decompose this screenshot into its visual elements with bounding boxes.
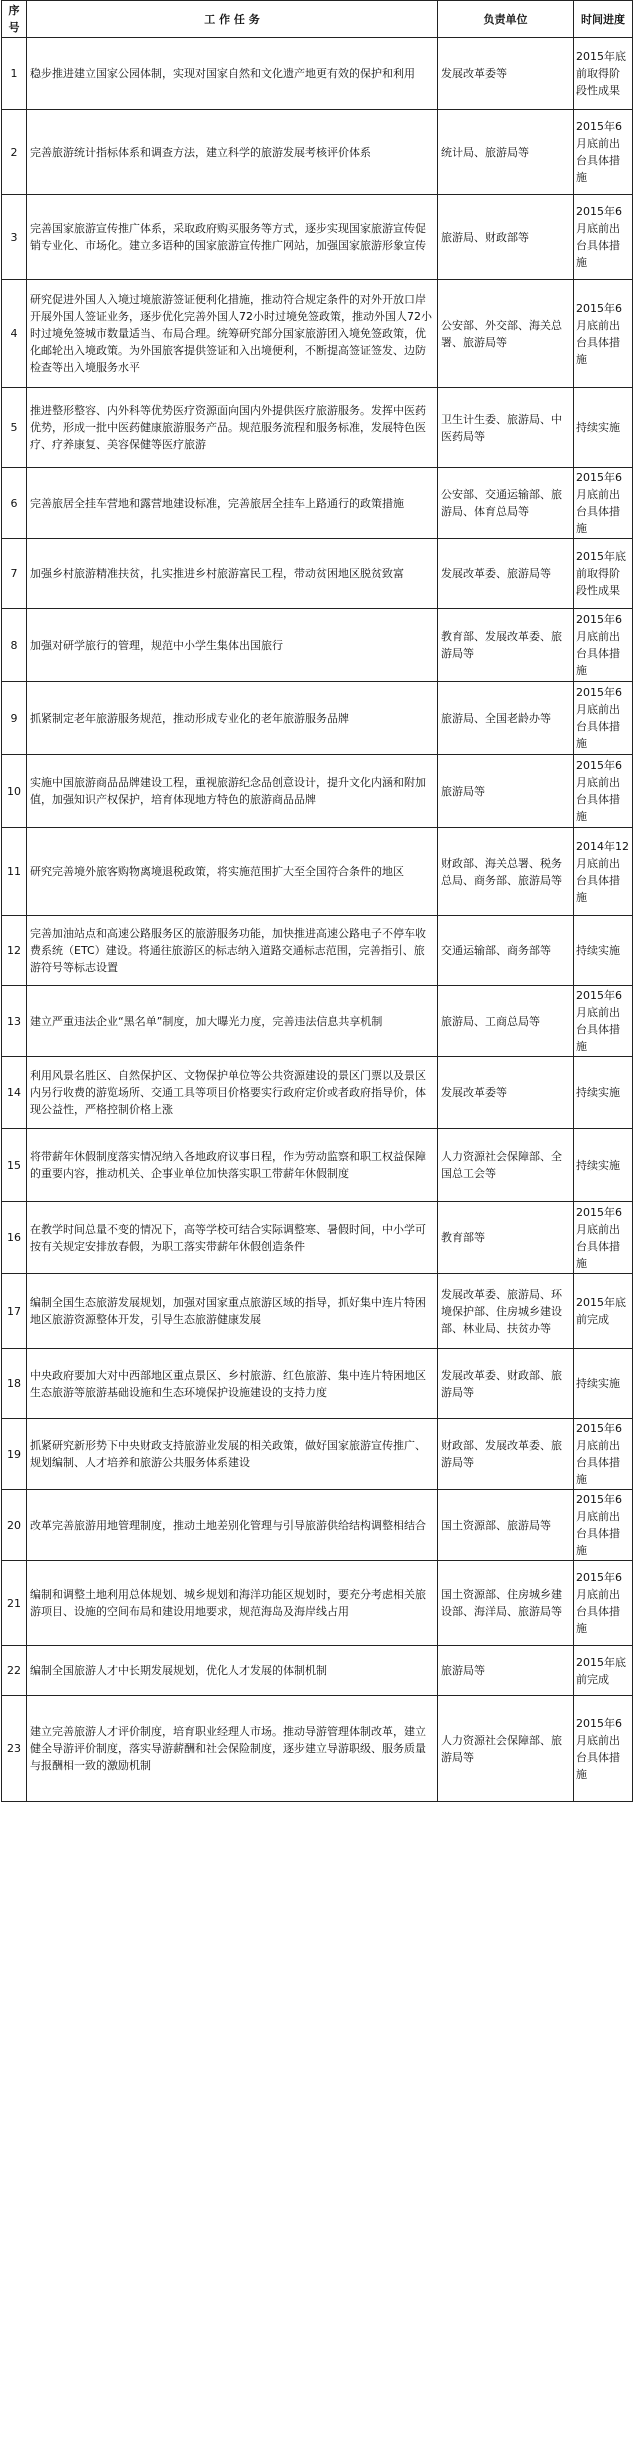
- table-row: [2, 539, 633, 609]
- row-task: 建立严重违法企业“黑名单”制度，加大曝光力度，完善违法信息共享机制: [27, 986, 438, 1057]
- table-row: [2, 1274, 633, 1349]
- row-unit: 发展改革委等: [438, 1057, 574, 1129]
- row-progress: 2015年6月底前出台具体措施: [574, 682, 633, 755]
- table-row: [2, 110, 633, 195]
- row-number: 11: [2, 828, 27, 916]
- row-number: 3: [2, 195, 27, 280]
- row-task: 完善旅游统计指标体系和调查方法，建立科学的旅游发展考核评价体系: [27, 110, 438, 195]
- row-task: 利用风景名胜区、自然保护区、文物保护单位等公共资源建设的景区门票以及景区内另行收费的游览场所、交通工具等项目价格要实行政府定价或者政府指导价，体现公益性，严格控制价格上涨: [27, 1057, 438, 1129]
- row-unit: 财政部、发展改革委、旅游局等: [438, 1419, 574, 1490]
- row-number: 17: [2, 1274, 27, 1349]
- row-progress: 2015年6月底前出台具体措施: [574, 609, 633, 682]
- row-number: 2: [2, 110, 27, 195]
- row-unit: 发展改革委、旅游局、环境保护部、住房城乡建设部、林业局、扶贫办等: [438, 1274, 574, 1349]
- row-unit: 人力资源社会保障部、旅游局等: [438, 1696, 574, 1802]
- row-unit: 国土资源部、住房城乡建设部、海洋局、旅游局等: [438, 1561, 574, 1646]
- row-unit: 教育部等: [438, 1202, 574, 1274]
- row-progress: 2015年6月底前出台具体措施: [574, 986, 633, 1057]
- table-row: [2, 1349, 633, 1419]
- row-progress: 2015年6月底前出台具体措施: [574, 755, 633, 828]
- header-num: 序号: [2, 1, 27, 38]
- row-task: 稳步推进建立国家公园体制，实现对国家自然和文化遗产地更有效的保护和利用: [27, 38, 438, 110]
- table-row: [2, 609, 633, 682]
- row-number: 8: [2, 609, 27, 682]
- row-unit: 公安部、外交部、海关总署、旅游局等: [438, 280, 574, 388]
- table-row: [2, 986, 633, 1057]
- table-row: [2, 1129, 633, 1202]
- row-progress: 2015年6月底前出台具体措施: [574, 1490, 633, 1561]
- row-progress: 2015年6月底前出台具体措施: [574, 1561, 633, 1646]
- table-row: [2, 388, 633, 468]
- row-progress: 持续实施: [574, 1349, 633, 1419]
- row-task: 完善旅居全挂车营地和露营地建设标准，完善旅居全挂车上路通行的政策措施: [27, 468, 438, 539]
- row-unit: 人力资源社会保障部、全国总工会等: [438, 1129, 574, 1202]
- row-progress: 2015年6月底前出台具体措施: [574, 468, 633, 539]
- table-row: [2, 1490, 633, 1561]
- row-number: 7: [2, 539, 27, 609]
- header-task: 工 作 任 务: [27, 1, 438, 38]
- row-task: 改革完善旅游用地管理制度，推动土地差别化管理与引导旅游供给结构调整相结合: [27, 1490, 438, 1561]
- row-number: 6: [2, 468, 27, 539]
- table-row: [2, 468, 633, 539]
- row-unit: 旅游局等: [438, 1646, 574, 1696]
- row-task: 编制全国生态旅游发展规划，加强对国家重点旅游区域的指导，抓好集中连片特困地区旅游资源整体开发，引导生态旅游健康发展: [27, 1274, 438, 1349]
- row-unit: 卫生计生委、旅游局、中医药局等: [438, 388, 574, 468]
- row-unit: 旅游局、全国老龄办等: [438, 682, 574, 755]
- table-row: [2, 1696, 633, 1802]
- row-number: 1: [2, 38, 27, 110]
- row-task: 完善国家旅游宣传推广体系，采取政府购买服务等方式，逐步实现国家旅游宣传促销专业化、市场化。建立多语种的国家旅游宣传推广网站，加强国家旅游形象宣传: [27, 195, 438, 280]
- header-unit: 负责单位: [438, 1, 574, 38]
- table-header-row: [2, 1, 633, 38]
- table-row: [2, 280, 633, 388]
- row-task: 推进整形整容、内外科等优势医疗资源面向国内外提供医疗旅游服务。发挥中医药优势，形成一批中医药健康旅游服务产品。规范服务流程和服务标准，发展特色医疗、疗养康复、美容保健等医疗旅游: [27, 388, 438, 468]
- row-number: 16: [2, 1202, 27, 1274]
- row-unit: 发展改革委、旅游局等: [438, 539, 574, 609]
- row-number: 15: [2, 1129, 27, 1202]
- row-progress: 2015年6月底前出台具体措施: [574, 195, 633, 280]
- row-number: 12: [2, 916, 27, 986]
- row-unit: 国土资源部、旅游局等: [438, 1490, 574, 1561]
- row-number: 23: [2, 1696, 27, 1802]
- row-progress: 2015年底前完成: [574, 1274, 633, 1349]
- row-unit: 旅游局、工商总局等: [438, 986, 574, 1057]
- row-task: 编制全国旅游人才中长期发展规划，优化人才发展的体制机制: [27, 1646, 438, 1696]
- table-row: [2, 682, 633, 755]
- row-task: 加强乡村旅游精准扶贫，扎实推进乡村旅游富民工程，带动贫困地区脱贫致富: [27, 539, 438, 609]
- row-task: 在教学时间总量不变的情况下，高等学校可结合实际调整寒、暑假时间，中小学可按有关规定安排放春假，为职工落实带薪年休假创造条件: [27, 1202, 438, 1274]
- row-number: 13: [2, 986, 27, 1057]
- row-number: 20: [2, 1490, 27, 1561]
- row-number: 22: [2, 1646, 27, 1696]
- row-progress: 2015年6月底前出台具体措施: [574, 280, 633, 388]
- row-task: 抓紧制定老年旅游服务规范，推动形成专业化的老年旅游服务品牌: [27, 682, 438, 755]
- row-task: 建立完善旅游人才评价制度，培育职业经理人市场。推动导游管理体制改革，建立健全导游评价制度，落实导游薪酬和社会保险制度，逐步建立导游职级、服务质量与报酬相一致的激励机制: [27, 1696, 438, 1802]
- table-row: [2, 1202, 633, 1274]
- row-unit: 公安部、交通运输部、旅游局、体育总局等: [438, 468, 574, 539]
- row-number: 10: [2, 755, 27, 828]
- row-task: 实施中国旅游商品品牌建设工程，重视旅游纪念品创意设计，提升文化内涵和附加值，加强知识产权保护，培育体现地方特色的旅游商品品牌: [27, 755, 438, 828]
- task-table: [1, 0, 633, 1802]
- table-row: [2, 1561, 633, 1646]
- table-row: [2, 916, 633, 986]
- row-progress: 2015年底前取得阶段性成果: [574, 38, 633, 110]
- row-unit: 教育部、发展改革委、旅游局等: [438, 609, 574, 682]
- row-number: 19: [2, 1419, 27, 1490]
- table-row: [2, 195, 633, 280]
- row-task: 加强对研学旅行的管理，规范中小学生集体出国旅行: [27, 609, 438, 682]
- header-progress: 时间进度: [574, 1, 633, 38]
- row-task: 中央政府要加大对中西部地区重点景区、乡村旅游、红色旅游、集中连片特困地区生态旅游等旅游基础设施和生态环境保护设施建设的支持力度: [27, 1349, 438, 1419]
- row-number: 4: [2, 280, 27, 388]
- row-unit: 交通运输部、商务部等: [438, 916, 574, 986]
- row-number: 5: [2, 388, 27, 468]
- row-progress: 2015年底前完成: [574, 1646, 633, 1696]
- row-number: 14: [2, 1057, 27, 1129]
- row-unit: 统计局、旅游局等: [438, 110, 574, 195]
- row-number: 9: [2, 682, 27, 755]
- table-row: [2, 828, 633, 916]
- row-task: 编制和调整土地利用总体规划、城乡规划和海洋功能区规划时，要充分考虑相关旅游项目、设施的空间布局和建设用地要求，规范海岛及海岸线占用: [27, 1561, 438, 1646]
- row-task: 研究促进外国人入境过境旅游签证便利化措施，推动符合规定条件的对外开放口岸开展外国人签证业务，逐步优化完善外国人72小时过境免签政策，推动外国人72小时过境免签城市数量适当、布局合理。统筹研究部分国家旅游团入境免签政策，优化邮轮出入境政策。为外国旅客提供签证和入出境便利，不断提高签证签发、边防检查等出入境服务水平: [27, 280, 438, 388]
- row-task: 将带薪年休假制度落实情况纳入各地政府议事日程，作为劳动监察和职工权益保障的重要内容，推动机关、企事业单位加快落实职工带薪年休假制度: [27, 1129, 438, 1202]
- row-task: 完善加油站点和高速公路服务区的旅游服务功能，加快推进高速公路电子不停车收费系统（ETC）建设。将通往旅游区的标志纳入道路交通标志范围，完善指引、旅游符号等标志设置: [27, 916, 438, 986]
- row-task: 抓紧研究新形势下中央财政支持旅游业发展的相关政策，做好国家旅游宣传推广、规划编制、人才培养和旅游公共服务体系建设: [27, 1419, 438, 1490]
- row-progress: 2014年12月底前出台具体措施: [574, 828, 633, 916]
- row-number: 21: [2, 1561, 27, 1646]
- table-row: [2, 1057, 633, 1129]
- table-body: [2, 38, 633, 1802]
- row-number: 18: [2, 1349, 27, 1419]
- table-row: [2, 38, 633, 110]
- row-progress: 2015年6月底前出台具体措施: [574, 1202, 633, 1274]
- row-progress: 持续实施: [574, 916, 633, 986]
- row-task: 研究完善境外旅客购物离境退税政策，将实施范围扩大至全国符合条件的地区: [27, 828, 438, 916]
- table-row: [2, 1646, 633, 1696]
- table-row: [2, 1419, 633, 1490]
- row-progress: 持续实施: [574, 1057, 633, 1129]
- row-unit: 旅游局等: [438, 755, 574, 828]
- row-unit: 发展改革委等: [438, 38, 574, 110]
- row-progress: 2015年6月底前出台具体措施: [574, 1419, 633, 1490]
- row-progress: 2015年6月底前出台具体措施: [574, 1696, 633, 1802]
- row-progress: 2015年底前取得阶段性成果: [574, 539, 633, 609]
- row-unit: 发展改革委、财政部、旅游局等: [438, 1349, 574, 1419]
- row-progress: 持续实施: [574, 1129, 633, 1202]
- table-row: [2, 755, 633, 828]
- row-progress: 持续实施: [574, 388, 633, 468]
- row-unit: 旅游局、财政部等: [438, 195, 574, 280]
- row-progress: 2015年6月底前出台具体措施: [574, 110, 633, 195]
- row-unit: 财政部、海关总署、税务总局、商务部、旅游局等: [438, 828, 574, 916]
